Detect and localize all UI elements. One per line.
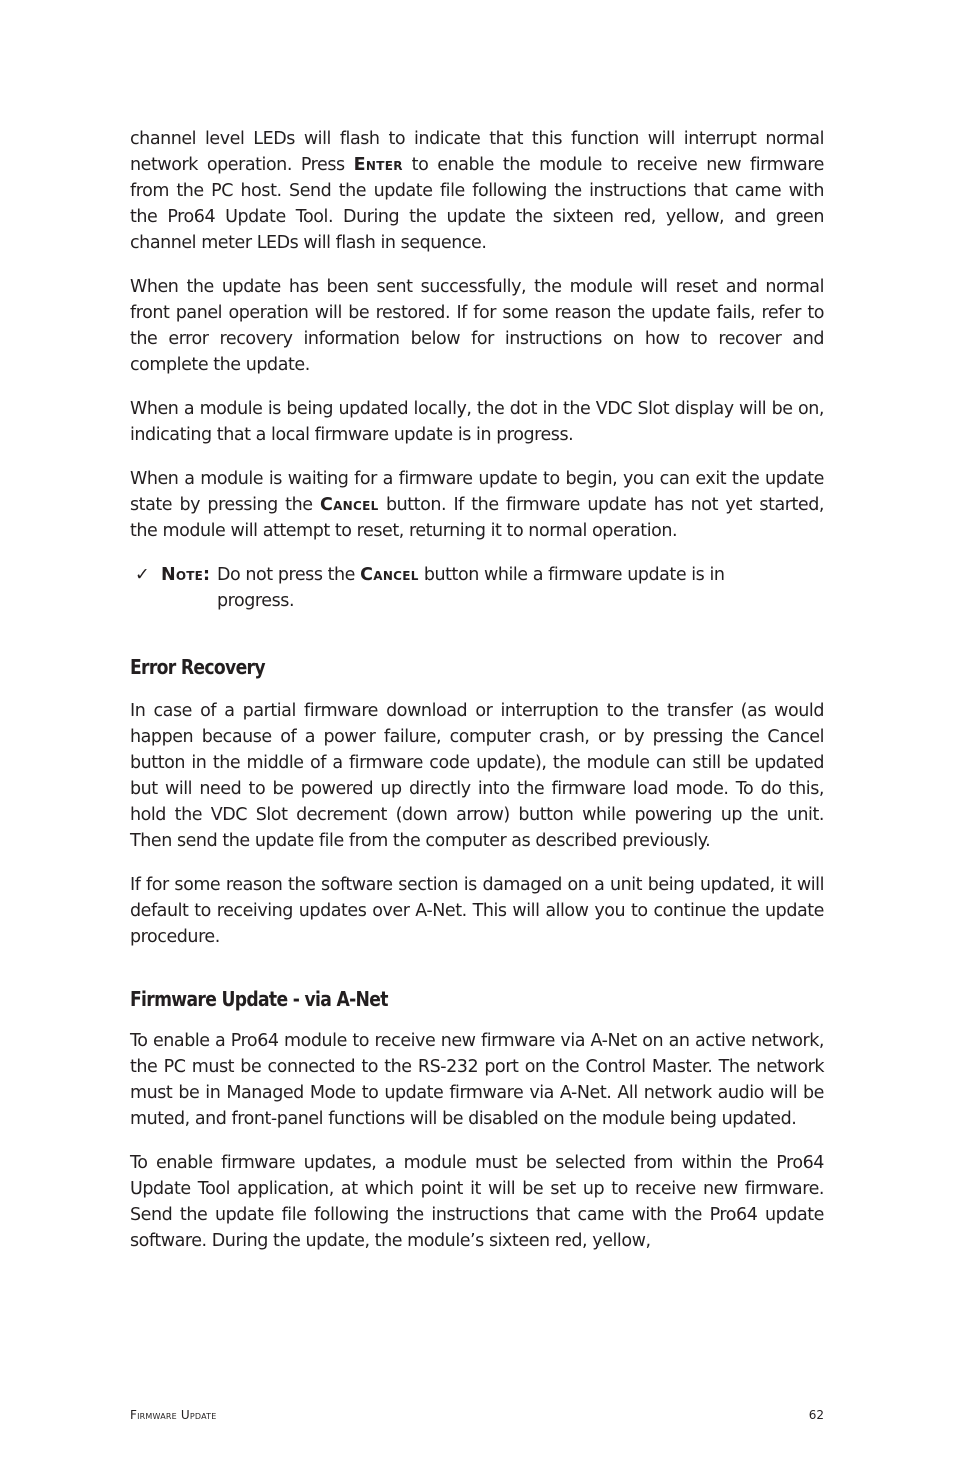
checkmark-icon: ✓ — [135, 565, 150, 585]
paragraph-software-damaged: If for some reason the software section is damaged on a unit being updated, it will default to receiving updates over A-Net. This will allow you to continue the update procedure. — [130, 875, 824, 947]
paragraph-anet-updates: To enable firmware updates, a module must be selected from within the Pro64 Update Tool application, at which point it will be set up to receive new firmware. Send the update file following the instructions that came with the Pro64 update software. During the update, the module’s sixteen red, yellow, — [130, 1153, 824, 1251]
note-text — [217, 562, 777, 614]
paragraph-text: channel level LEDs will flash to indicate that this function will interrupt normal network operation. Press — [130, 129, 824, 175]
footer-section-title: Firmware Update — [130, 1408, 217, 1422]
cancel-key-label: Cancel — [319, 495, 379, 515]
paragraph-flash-leds — [130, 126, 824, 256]
paragraph-text: to enable the module to receive new firmware from the PC host. Send the update file following the instructions that came with the Pro64 Update Tool. During the update the sixteen red, yellow, and green channel meter LEDs will flash in sequence. — [130, 155, 824, 253]
note-text-part: button while a firmware update is in progress. — [217, 565, 725, 611]
paragraph-exit-update — [130, 466, 824, 544]
note-label: Note: — [161, 565, 211, 585]
paragraph-update-success: When the update has been sent successfully, the module will reset and normal front panel operation will be restored. If for some reason the update fails, refer to the error recovery information below for instructions on how to recover and complete the update. — [130, 277, 824, 375]
note-text-part: Do not press the — [217, 565, 361, 585]
footer-page-number: 62 — [808, 1408, 824, 1422]
page-content — [130, 126, 824, 1272]
paragraph-anet-enable: To enable a Pro64 module to receive new firmware via A-Net on an active network, the PC must be connected to the RS-232 port on the Control Master. The network must be in Managed Mode to update firmware via A-Net. All network audio will be muted, and front-panel functions will be disabled on the module being updated. — [130, 1031, 824, 1129]
paragraph-text: When a module is waiting for a firmware update to begin, you can exit the update state by pressing the — [130, 469, 824, 515]
paragraph-text: button. If the firmware update has not yet started, the module will attempt to reset, returning it to normal operation. — [130, 495, 824, 541]
paragraph-partial-download: In case of a partial firmware download or interruption to the transfer (as would happen because of a power failure, computer crash, or by pressing the Cancel button in the middle of a firmware code update), the module can still be updated but will need to be powered up directly into the firmware load mode. To do this, hold the VDC Slot decrement (down arrow) button while powering up the unit. Then send the update file from the computer as described previously. — [130, 701, 824, 851]
heading-error-recovery: Error Recovery — [130, 655, 265, 679]
cancel-key-label: Cancel — [360, 565, 419, 585]
paragraph-vdc-dot: When a module is being updated locally, the dot in the VDC Slot display will be on, indicating that a local firmware update is in progress. — [130, 399, 824, 445]
note-block — [130, 562, 824, 622]
enter-key-label: Enter — [353, 155, 403, 175]
heading-firmware-update-anet: Firmware Update - via A-Net — [130, 987, 388, 1011]
